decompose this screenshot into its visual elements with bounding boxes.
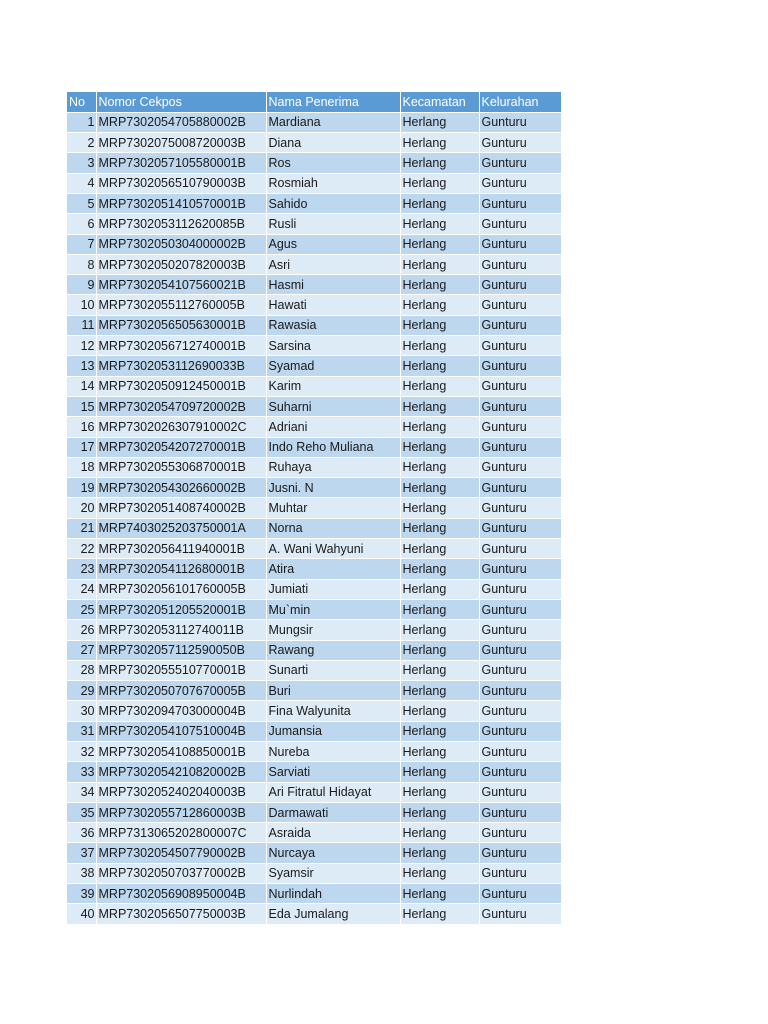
cell-nama-penerima: A. Wani Wahyuni	[266, 539, 400, 559]
cell-nomor-cekpos: MRP7302053112740011B	[96, 620, 266, 640]
cell-kecamatan: Herlang	[400, 376, 479, 396]
cell-nomor-cekpos: MRP7302050707670005B	[96, 681, 266, 701]
cell-nama-penerima: Rawasia	[266, 315, 400, 335]
cell-no: 25	[67, 599, 96, 619]
cell-kelurahan: Gunturu	[479, 599, 561, 619]
cell-kecamatan: Herlang	[400, 802, 479, 822]
cell-nomor-cekpos: MRP7302054709720002B	[96, 396, 266, 416]
cell-nama-penerima: Rawang	[266, 640, 400, 660]
cell-kelurahan: Gunturu	[479, 518, 561, 538]
cell-nama-penerima: Mungsir	[266, 620, 400, 640]
cell-nomor-cekpos: MRP7302094703000004B	[96, 701, 266, 721]
cell-no: 33	[67, 762, 96, 782]
table-row	[67, 437, 561, 457]
cell-no: 24	[67, 579, 96, 599]
cell-no: 13	[67, 356, 96, 376]
cell-nama-penerima: Sarsina	[266, 336, 400, 356]
cell-no: 38	[67, 863, 96, 883]
table-row	[67, 762, 561, 782]
table-row	[67, 640, 561, 660]
cell-nama-penerima: Sahido	[266, 193, 400, 213]
cell-nama-penerima: Ari Fitratul Hidayat	[266, 782, 400, 802]
cell-kecamatan: Herlang	[400, 295, 479, 315]
cell-no: 3	[67, 153, 96, 173]
cell-nomor-cekpos: MRP7302054107560021B	[96, 275, 266, 295]
cell-kelurahan: Gunturu	[479, 457, 561, 477]
cell-nomor-cekpos: MRP7302054210820002B	[96, 762, 266, 782]
cell-kecamatan: Herlang	[400, 599, 479, 619]
cell-kelurahan: Gunturu	[479, 214, 561, 234]
cell-kelurahan: Gunturu	[479, 153, 561, 173]
cell-kelurahan: Gunturu	[479, 620, 561, 640]
cell-kelurahan: Gunturu	[479, 579, 561, 599]
cell-kecamatan: Herlang	[400, 559, 479, 579]
cell-nama-penerima: Syamsir	[266, 863, 400, 883]
cell-nomor-cekpos: MRP7302056507750003B	[96, 904, 266, 924]
cell-kelurahan: Gunturu	[479, 701, 561, 721]
cell-no: 15	[67, 396, 96, 416]
cell-nama-penerima: Ruhaya	[266, 457, 400, 477]
cell-nomor-cekpos: MRP7302055112760005B	[96, 295, 266, 315]
cell-kelurahan: Gunturu	[479, 742, 561, 762]
cell-kecamatan: Herlang	[400, 518, 479, 538]
cell-kelurahan: Gunturu	[479, 336, 561, 356]
table-row	[67, 193, 561, 213]
cell-nama-penerima: Ros	[266, 153, 400, 173]
cell-kecamatan: Herlang	[400, 457, 479, 477]
cell-kecamatan: Herlang	[400, 396, 479, 416]
cell-no: 9	[67, 275, 96, 295]
cell-nama-penerima: Nurlindah	[266, 884, 400, 904]
cell-no: 8	[67, 254, 96, 274]
cell-nomor-cekpos: MRP7302057112590050B	[96, 640, 266, 660]
cell-nomor-cekpos: MRP7302054112680001B	[96, 559, 266, 579]
table-row	[67, 457, 561, 477]
cell-nama-penerima: Norna	[266, 518, 400, 538]
cell-nama-penerima: Sarviati	[266, 762, 400, 782]
table-row	[67, 681, 561, 701]
cell-kecamatan: Herlang	[400, 336, 479, 356]
cell-nama-penerima: Jusni. N	[266, 478, 400, 498]
recipient-table	[67, 92, 562, 925]
cell-nomor-cekpos: MRP7302055510770001B	[96, 660, 266, 680]
table-row	[67, 254, 561, 274]
cell-kelurahan: Gunturu	[479, 863, 561, 883]
cell-kelurahan: Gunturu	[479, 721, 561, 741]
table-row	[67, 863, 561, 883]
table-row	[67, 315, 561, 335]
cell-no: 29	[67, 681, 96, 701]
cell-kecamatan: Herlang	[400, 742, 479, 762]
table-row	[67, 721, 561, 741]
cell-nomor-cekpos: MRP7302050703770002B	[96, 863, 266, 883]
cell-kelurahan: Gunturu	[479, 539, 561, 559]
table-row	[67, 701, 561, 721]
cell-kecamatan: Herlang	[400, 904, 479, 924]
cell-kelurahan: Gunturu	[479, 660, 561, 680]
cell-no: 4	[67, 173, 96, 193]
cell-kecamatan: Herlang	[400, 863, 479, 883]
cell-nomor-cekpos: MRP7302053112620085B	[96, 214, 266, 234]
cell-nomor-cekpos: MRP7302054108850001B	[96, 742, 266, 762]
table-body	[67, 112, 561, 924]
cell-kecamatan: Herlang	[400, 660, 479, 680]
cell-kecamatan: Herlang	[400, 275, 479, 295]
cell-no: 16	[67, 417, 96, 437]
cell-no: 37	[67, 843, 96, 863]
cell-kecamatan: Herlang	[400, 579, 479, 599]
cell-nama-penerima: Atira	[266, 559, 400, 579]
cell-no: 28	[67, 660, 96, 680]
cell-nama-penerima: Rosmiah	[266, 173, 400, 193]
cell-nama-penerima: Nureba	[266, 742, 400, 762]
cell-nomor-cekpos: MRP7302054207270001B	[96, 437, 266, 457]
cell-no: 36	[67, 823, 96, 843]
table-row	[67, 539, 561, 559]
header-no: No	[67, 92, 96, 112]
cell-no: 26	[67, 620, 96, 640]
cell-nama-penerima: Mardiana	[266, 112, 400, 132]
cell-nomor-cekpos: MRP7403025203750001A	[96, 518, 266, 538]
cell-nomor-cekpos: MRP7302056411940001B	[96, 539, 266, 559]
table-row	[67, 417, 561, 437]
cell-kecamatan: Herlang	[400, 721, 479, 741]
table-row	[67, 478, 561, 498]
cell-nama-penerima: Fina Walyunita	[266, 701, 400, 721]
cell-no: 34	[67, 782, 96, 802]
cell-kelurahan: Gunturu	[479, 823, 561, 843]
cell-kelurahan: Gunturu	[479, 295, 561, 315]
cell-no: 10	[67, 295, 96, 315]
cell-nomor-cekpos: MRP7302075008720003B	[96, 133, 266, 153]
cell-kelurahan: Gunturu	[479, 173, 561, 193]
cell-nomor-cekpos: MRP7302053112690033B	[96, 356, 266, 376]
cell-nomor-cekpos: MRP7302051410570001B	[96, 193, 266, 213]
cell-kelurahan: Gunturu	[479, 640, 561, 660]
cell-nama-penerima: Indo Reho Muliana	[266, 437, 400, 457]
table-row	[67, 396, 561, 416]
cell-nomor-cekpos: MRP7302055306870001B	[96, 457, 266, 477]
table-row	[67, 376, 561, 396]
cell-nama-penerima: Asri	[266, 254, 400, 274]
table-row	[67, 295, 561, 315]
cell-kelurahan: Gunturu	[479, 681, 561, 701]
cell-nomor-cekpos: MRP7302026307910002C	[96, 417, 266, 437]
cell-kelurahan: Gunturu	[479, 112, 561, 132]
cell-nama-penerima: Suharni	[266, 396, 400, 416]
cell-nomor-cekpos: MRP7313065202800007C	[96, 823, 266, 843]
cell-no: 11	[67, 315, 96, 335]
table-row	[67, 660, 561, 680]
cell-nama-penerima: Hasmi	[266, 275, 400, 295]
cell-kelurahan: Gunturu	[479, 762, 561, 782]
cell-kelurahan: Gunturu	[479, 275, 561, 295]
cell-nomor-cekpos: MRP7302056505630001B	[96, 315, 266, 335]
cell-no: 21	[67, 518, 96, 538]
cell-kecamatan: Herlang	[400, 234, 479, 254]
cell-nomor-cekpos: MRP7302054507790002B	[96, 843, 266, 863]
table-row	[67, 802, 561, 822]
cell-no: 7	[67, 234, 96, 254]
cell-kecamatan: Herlang	[400, 193, 479, 213]
cell-no: 22	[67, 539, 96, 559]
cell-nama-penerima: Buri	[266, 681, 400, 701]
cell-kelurahan: Gunturu	[479, 802, 561, 822]
cell-nama-penerima: Darmawati	[266, 802, 400, 822]
cell-kecamatan: Herlang	[400, 478, 479, 498]
cell-kelurahan: Gunturu	[479, 843, 561, 863]
cell-nomor-cekpos: MRP7302057105580001B	[96, 153, 266, 173]
cell-no: 20	[67, 498, 96, 518]
cell-kelurahan: Gunturu	[479, 498, 561, 518]
cell-kecamatan: Herlang	[400, 701, 479, 721]
cell-kelurahan: Gunturu	[479, 193, 561, 213]
cell-nama-penerima: Muhtar	[266, 498, 400, 518]
cell-nama-penerima: Jumansia	[266, 721, 400, 741]
cell-nomor-cekpos: MRP7302055712860003B	[96, 802, 266, 822]
cell-kecamatan: Herlang	[400, 133, 479, 153]
cell-no: 2	[67, 133, 96, 153]
cell-no: 27	[67, 640, 96, 660]
cell-kecamatan: Herlang	[400, 640, 479, 660]
table-row	[67, 620, 561, 640]
table-row	[67, 214, 561, 234]
cell-nomor-cekpos: MRP7302052402040003B	[96, 782, 266, 802]
table-row	[67, 782, 561, 802]
cell-kelurahan: Gunturu	[479, 782, 561, 802]
cell-nama-penerima: Hawati	[266, 295, 400, 315]
cell-no: 19	[67, 478, 96, 498]
cell-nama-penerima: Rusli	[266, 214, 400, 234]
cell-kelurahan: Gunturu	[479, 904, 561, 924]
cell-no: 17	[67, 437, 96, 457]
table-row	[67, 742, 561, 762]
cell-kecamatan: Herlang	[400, 173, 479, 193]
cell-kelurahan: Gunturu	[479, 356, 561, 376]
table-row	[67, 153, 561, 173]
cell-no: 5	[67, 193, 96, 213]
cell-no: 18	[67, 457, 96, 477]
cell-nama-penerima: Mu`min	[266, 599, 400, 619]
cell-kecamatan: Herlang	[400, 823, 479, 843]
cell-nama-penerima: Agus	[266, 234, 400, 254]
cell-kecamatan: Herlang	[400, 356, 479, 376]
cell-kecamatan: Herlang	[400, 417, 479, 437]
cell-kecamatan: Herlang	[400, 153, 479, 173]
cell-nomor-cekpos: MRP7302054302660002B	[96, 478, 266, 498]
table-row	[67, 559, 561, 579]
cell-kelurahan: Gunturu	[479, 417, 561, 437]
cell-nomor-cekpos: MRP7302054705880002B	[96, 112, 266, 132]
cell-kelurahan: Gunturu	[479, 133, 561, 153]
cell-kecamatan: Herlang	[400, 762, 479, 782]
table-row	[67, 599, 561, 619]
table-row	[67, 518, 561, 538]
cell-nomor-cekpos: MRP7302051408740002B	[96, 498, 266, 518]
cell-nama-penerima: Sunarti	[266, 660, 400, 680]
cell-nama-penerima: Karim	[266, 376, 400, 396]
cell-kecamatan: Herlang	[400, 112, 479, 132]
cell-nomor-cekpos: MRP7302056712740001B	[96, 336, 266, 356]
cell-nama-penerima: Jumiati	[266, 579, 400, 599]
cell-kecamatan: Herlang	[400, 214, 479, 234]
cell-kecamatan: Herlang	[400, 843, 479, 863]
cell-kecamatan: Herlang	[400, 437, 479, 457]
cell-kelurahan: Gunturu	[479, 437, 561, 457]
cell-no: 30	[67, 701, 96, 721]
cell-kecamatan: Herlang	[400, 620, 479, 640]
cell-no: 1	[67, 112, 96, 132]
header-nomor-cekpos: Nomor Cekpos	[96, 92, 266, 112]
cell-nama-penerima: Nurcaya	[266, 843, 400, 863]
cell-kelurahan: Gunturu	[479, 884, 561, 904]
cell-kelurahan: Gunturu	[479, 315, 561, 335]
cell-nomor-cekpos: MRP7302056908950004B	[96, 884, 266, 904]
cell-kelurahan: Gunturu	[479, 559, 561, 579]
table-row	[67, 133, 561, 153]
cell-kecamatan: Herlang	[400, 884, 479, 904]
cell-no: 31	[67, 721, 96, 741]
cell-kelurahan: Gunturu	[479, 254, 561, 274]
cell-nama-penerima: Adriani	[266, 417, 400, 437]
table-row	[67, 234, 561, 254]
cell-no: 6	[67, 214, 96, 234]
cell-nama-penerima: Eda Jumalang	[266, 904, 400, 924]
table-row	[67, 173, 561, 193]
cell-nomor-cekpos: MRP7302050207820003B	[96, 254, 266, 274]
cell-nomor-cekpos: MRP7302056510790003B	[96, 173, 266, 193]
cell-kecamatan: Herlang	[400, 782, 479, 802]
cell-nama-penerima: Diana	[266, 133, 400, 153]
cell-no: 12	[67, 336, 96, 356]
table-row	[67, 336, 561, 356]
cell-no: 32	[67, 742, 96, 762]
cell-kecamatan: Herlang	[400, 315, 479, 335]
table-row	[67, 843, 561, 863]
table-row	[67, 904, 561, 924]
cell-kelurahan: Gunturu	[479, 478, 561, 498]
cell-no: 39	[67, 884, 96, 904]
cell-nomor-cekpos: MRP7302050304000002B	[96, 234, 266, 254]
cell-no: 35	[67, 802, 96, 822]
cell-nomor-cekpos: MRP7302056101760005B	[96, 579, 266, 599]
cell-kecamatan: Herlang	[400, 254, 479, 274]
cell-kecamatan: Herlang	[400, 539, 479, 559]
cell-kelurahan: Gunturu	[479, 376, 561, 396]
cell-no: 14	[67, 376, 96, 396]
table-row	[67, 356, 561, 376]
cell-kelurahan: Gunturu	[479, 396, 561, 416]
cell-nomor-cekpos: MRP7302054107510004B	[96, 721, 266, 741]
table-row	[67, 275, 561, 295]
cell-nama-penerima: Syamad	[266, 356, 400, 376]
header-kecamatan: Kecamatan	[400, 92, 479, 112]
cell-kelurahan: Gunturu	[479, 234, 561, 254]
table-header-row	[67, 92, 561, 112]
table-row	[67, 498, 561, 518]
table-row	[67, 579, 561, 599]
header-nama-penerima: Nama Penerima	[266, 92, 400, 112]
header-kelurahan: Kelurahan	[479, 92, 561, 112]
cell-kecamatan: Herlang	[400, 681, 479, 701]
table-row	[67, 112, 561, 132]
cell-nomor-cekpos: MRP7302050912450001B	[96, 376, 266, 396]
cell-kecamatan: Herlang	[400, 498, 479, 518]
cell-nama-penerima: Asraida	[266, 823, 400, 843]
table-row	[67, 884, 561, 904]
cell-no: 23	[67, 559, 96, 579]
cell-no: 40	[67, 904, 96, 924]
table-row	[67, 823, 561, 843]
cell-nomor-cekpos: MRP7302051205520001B	[96, 599, 266, 619]
